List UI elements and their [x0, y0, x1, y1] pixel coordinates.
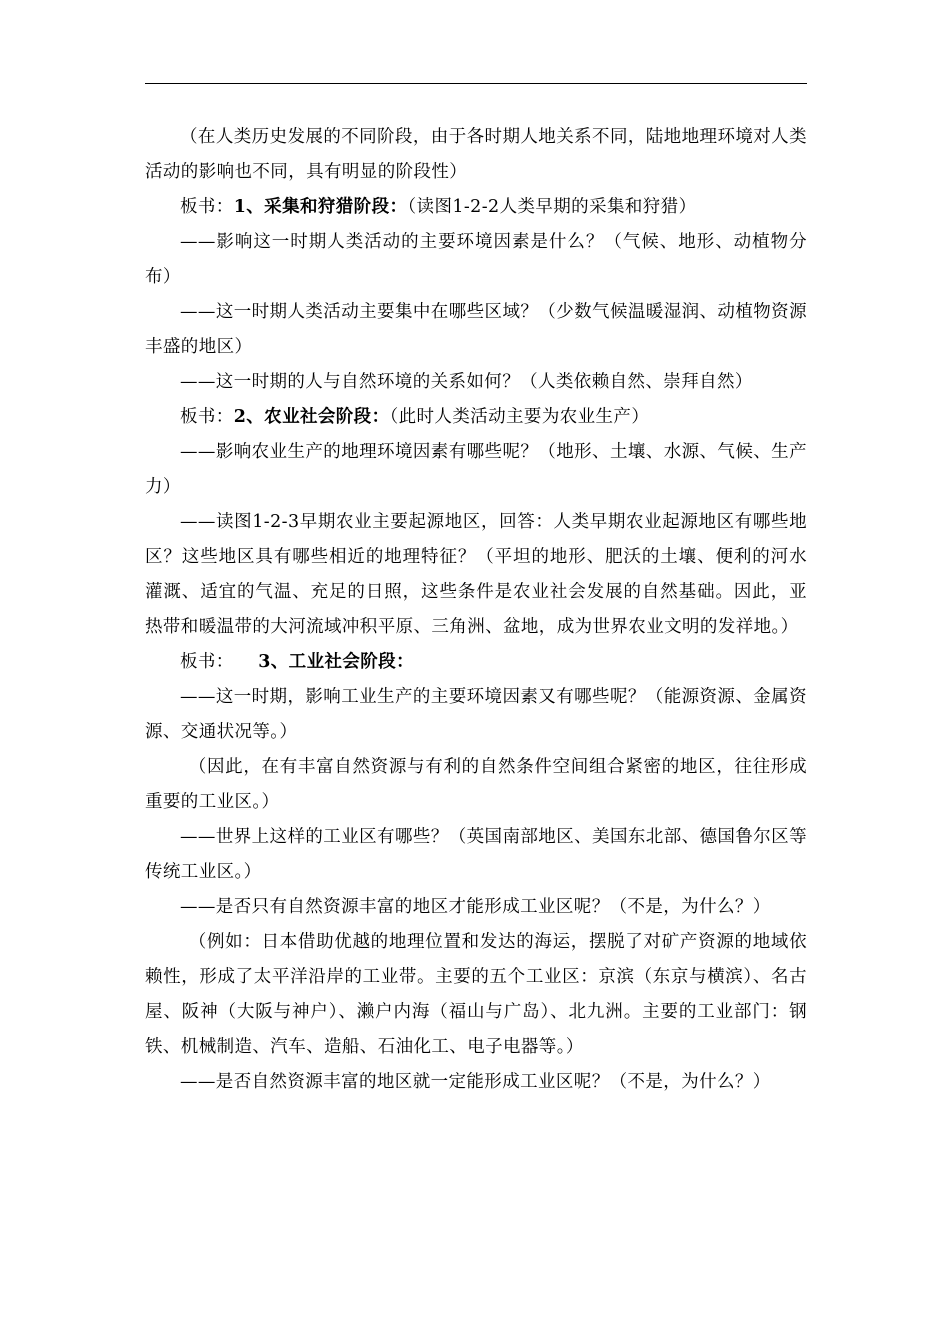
paragraph-note-2: （例如：日本借助优越的地理位置和发达的海运，摆脱了对矿产资源的地域依赖性，形成了太平洋沿岸的工业带。主要的五个工业区：京滨（东京与横滨）、名古屋、阪神（大阪与神户）、濑户内海（福山与广岛）、北九洲。主要的工业部门：钢铁、机械制造、汽车、造船、石油化工、电子电器等。）: [145, 932, 807, 1057]
paragraph-question-7: ——世界上这样的工业区有哪些？（英国南部地区、美国东北部、德国鲁尔区等传统工业区。）: [145, 827, 807, 882]
board-note: （此时人类活动主要为农业生产）: [389, 407, 650, 427]
paragraph-board-1: [145, 190, 807, 225]
paragraph-board-3: [145, 645, 807, 680]
header-rule: [145, 83, 807, 84]
section-title-agriculture: 2、农业社会阶段：: [233, 407, 390, 427]
paragraph-intro: （在人类历史发展的不同阶段，由于各时期人地关系不同，陆地地理环境对人类活动的影响也不同，具有明显的阶段性）: [145, 127, 807, 182]
paragraph-question-2: ——这一时期人类活动主要集中在哪些区域？（少数气候温暖湿润、动植物资源丰盛的地区）: [145, 302, 807, 357]
paragraph-question-1: ——影响这一时期人类活动的主要环境因素是什么？（气候、地形、动植物分布）: [145, 232, 807, 287]
paragraph-question-3: ——这一时期的人与自然环境的关系如何？（人类依赖自然、崇拜自然）: [180, 372, 753, 392]
board-note: （读图1-2-2人类早期的采集和狩猎）: [407, 197, 697, 217]
paragraph-question-8: ——是否只有自然资源丰富的地区才能形成工业区呢？（不是，为什么？）: [180, 897, 771, 917]
paragraph-question-4: ——影响农业生产的地理环境因素有哪些呢？（地形、土壤、水源、气候、生产力）: [145, 442, 807, 497]
paragraph-note-1: （因此，在有丰富自然资源与有利的自然条件空间组合紧密的地区，往往形成重要的工业区。）: [145, 757, 807, 812]
section-title-hunting: 1、采集和狩猎阶段：: [233, 197, 408, 217]
paragraph-question-9: ——是否自然资源丰富的地区就一定能形成工业区呢？（不是，为什么？）: [180, 1072, 771, 1092]
section-title-industry: 3、工业社会阶段：: [258, 652, 414, 672]
paragraph-question-5: ——读图1-2-3早期农业主要起源地区，回答：人类早期农业起源地区有哪些地区？这些地区具有哪些相近的地理特征？（平坦的地形、肥沃的土壤、便利的河水灌溉、适宜的气温、充足的日照，这些条件是农业社会发展的自然基础。因此，亚热带和暖温带的大河流域冲积平原、三角洲、盆地，成为世界农业文明的发祥地。）: [145, 512, 807, 637]
document-body: [145, 120, 807, 1100]
paragraph-question-6: ——这一时期，影响工业生产的主要环境因素又有哪些呢？（能源资源、金属资源、交通状况等。）: [145, 687, 807, 742]
paragraph-board-2: [145, 400, 807, 435]
board-prefix: 板书：: [180, 652, 234, 672]
board-prefix: 板书：: [180, 407, 234, 427]
board-prefix: 板书：: [180, 197, 234, 217]
